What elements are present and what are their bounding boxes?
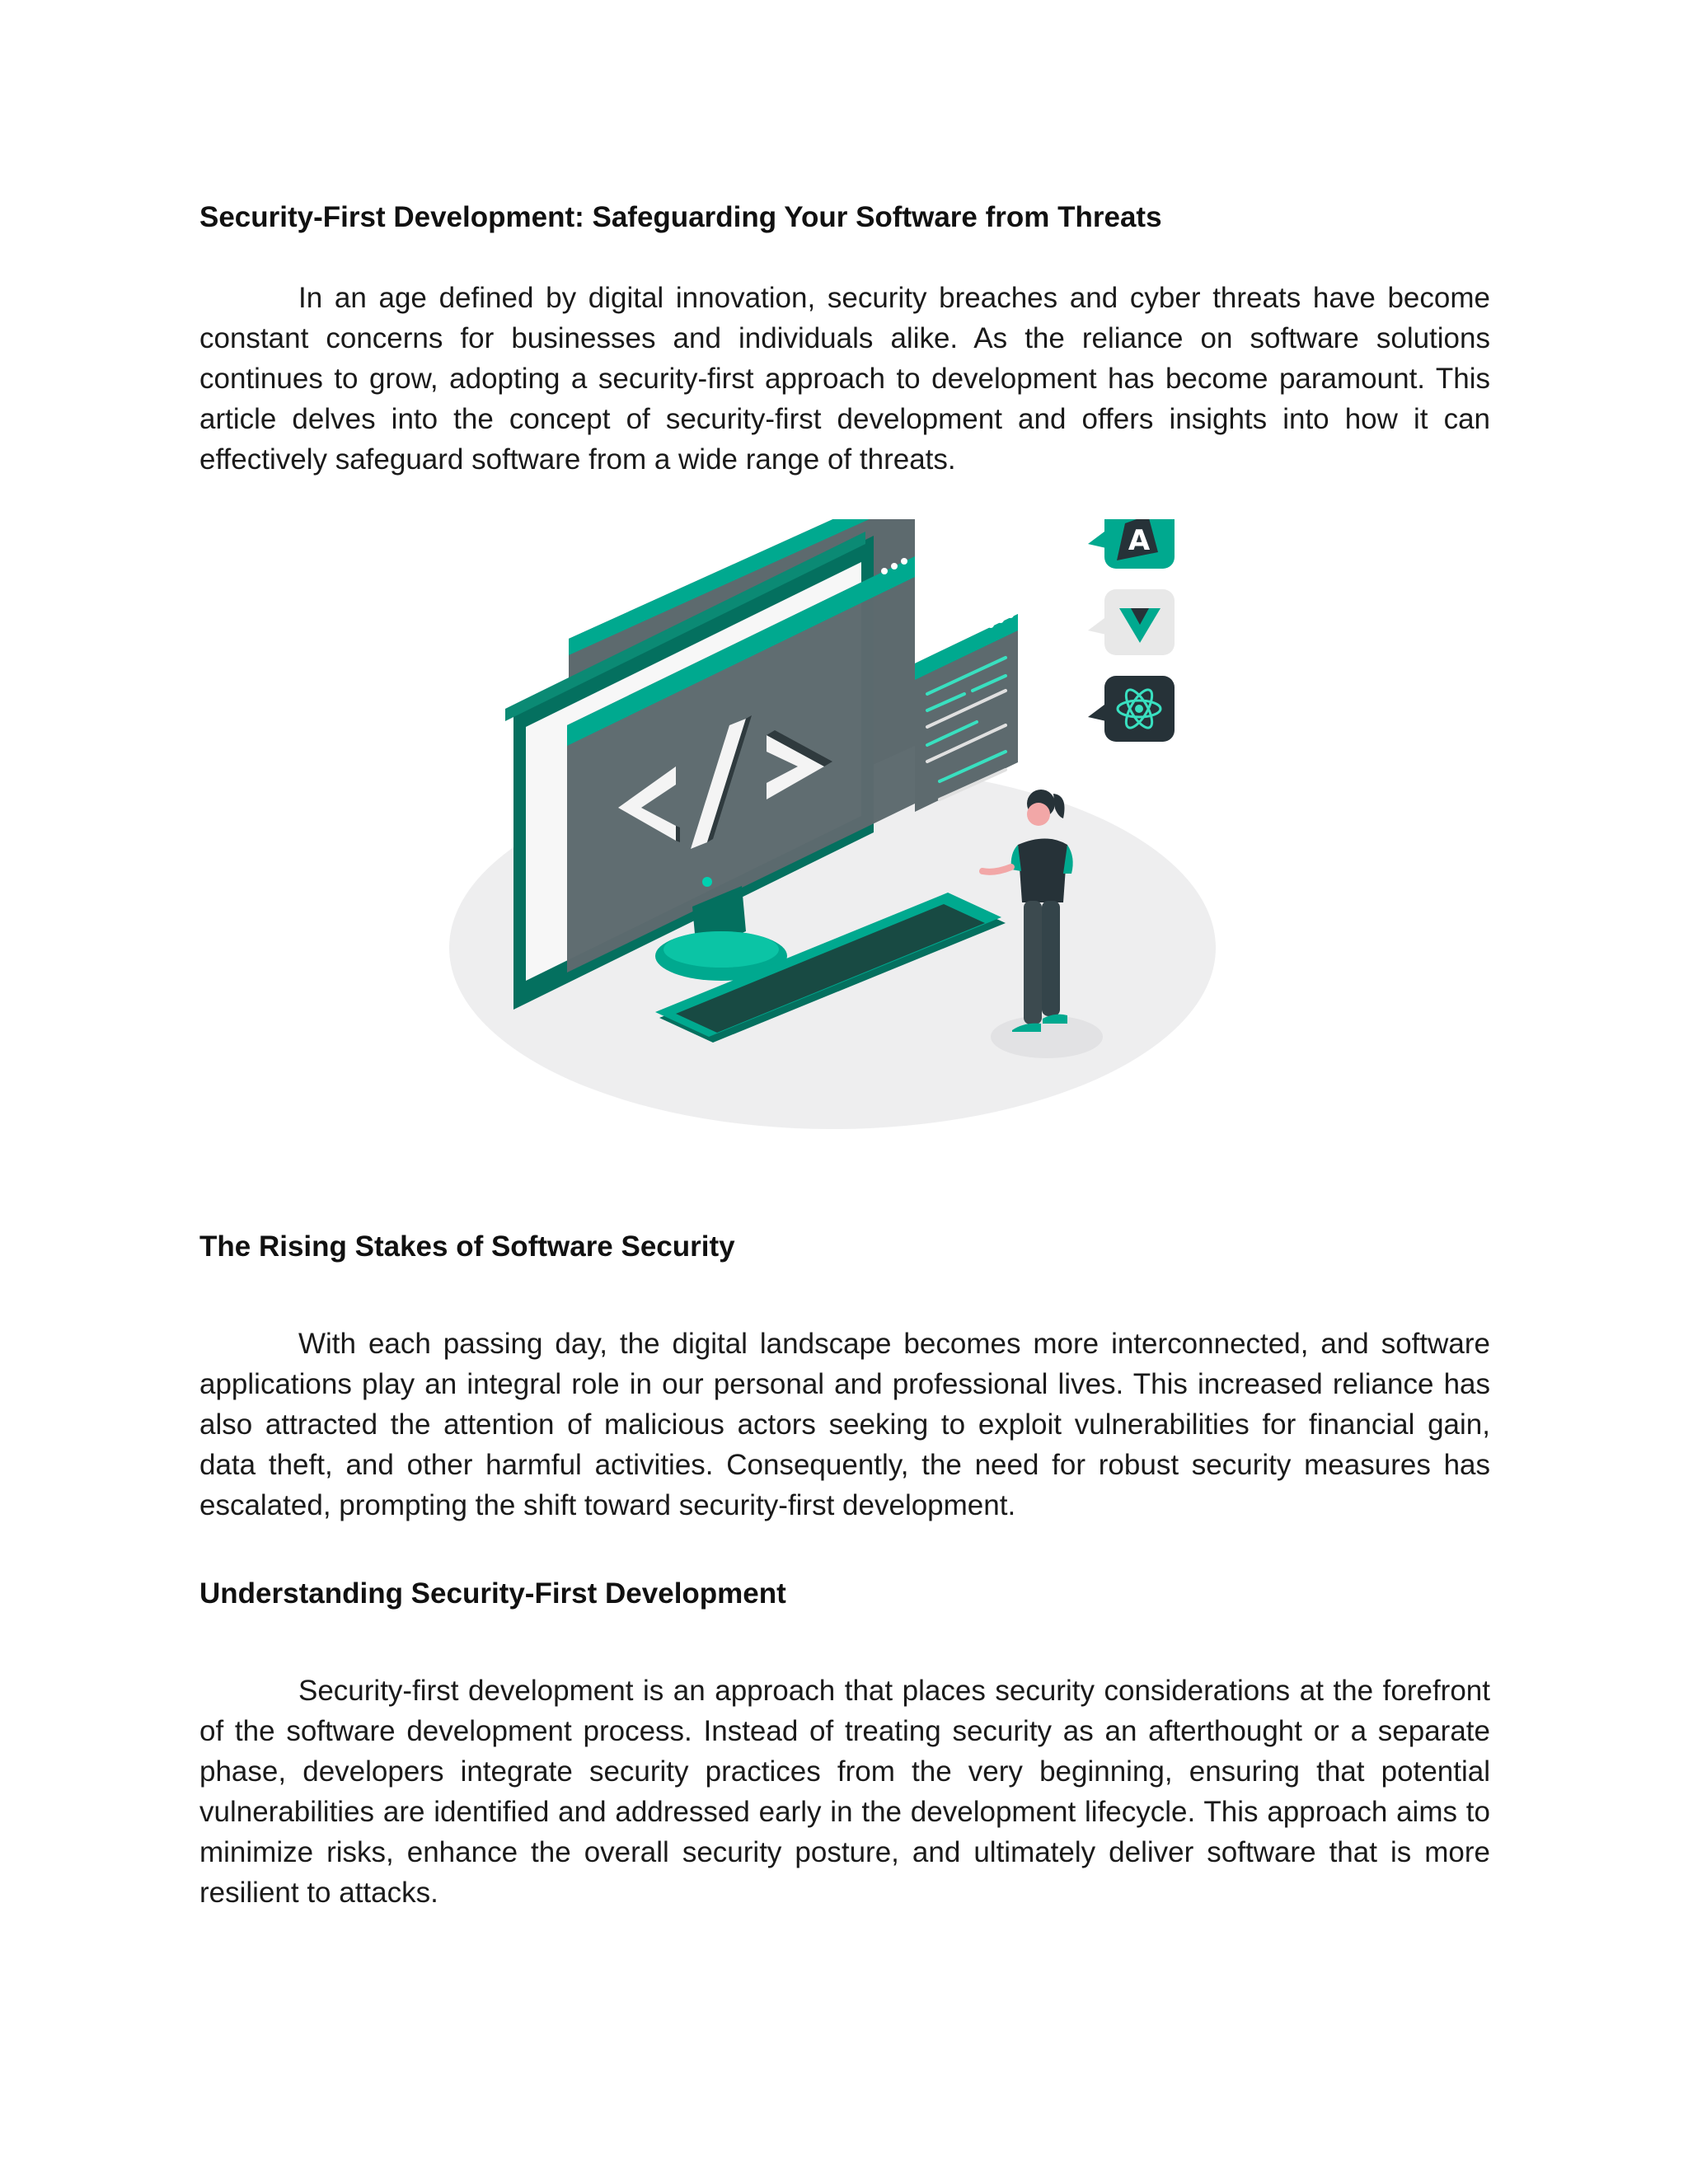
- code-panel: [915, 612, 1018, 812]
- section-paragraph-understanding: Security-first development is an approach that places security considerations at the forefront of the software development process. Instead of treating security as an afterthought or a separate phase, developers integrate security practices from the very beginning, ensuring that potential vulnerabilities are identified and addressed early in the development lifecycle. This approach aims to minimize risks, enhance the overall security posture, and ultimately deliver software that is more resilient to attacks.: [199, 1675, 1490, 1909]
- section-heading-rising-stakes: The Rising Stakes of Software Security: [199, 1230, 735, 1263]
- react-badge: [1088, 676, 1175, 742]
- angular-badge: [1088, 519, 1175, 569]
- vue-badge: [1088, 589, 1175, 655]
- angular-icon: A: [1128, 524, 1151, 557]
- developer-illustration: [429, 519, 1253, 1162]
- article-title: Security-First Development: Safeguarding Your Software from Threats: [199, 201, 1162, 233]
- section-paragraph-rising-stakes: With each passing day, the digital landscape becomes more interconnected, and software applications play an integral role in our personal and professional lives. This increased reliance has also attracted the attention of malicious actors seeking to exploit vulnerabilities for financial gain, data theft, and other harmful activities. Consequently, the need for robust security measures has escalated, prompting the shift toward security-first development.: [199, 1328, 1490, 1521]
- intro-paragraph: In an age defined by digital innovation, security breaches and cyber threats have become constant concerns for businesses and individuals alike. As the reliance on software solutions continues to grow, adopting a security-first approach to development has become paramount. This article delves into the concept of security-first development and offers insights into how it can effectively safeguard software from a wide range of threats.: [199, 282, 1490, 476]
- section-heading-understanding: Understanding Security-First Development: [199, 1577, 786, 1610]
